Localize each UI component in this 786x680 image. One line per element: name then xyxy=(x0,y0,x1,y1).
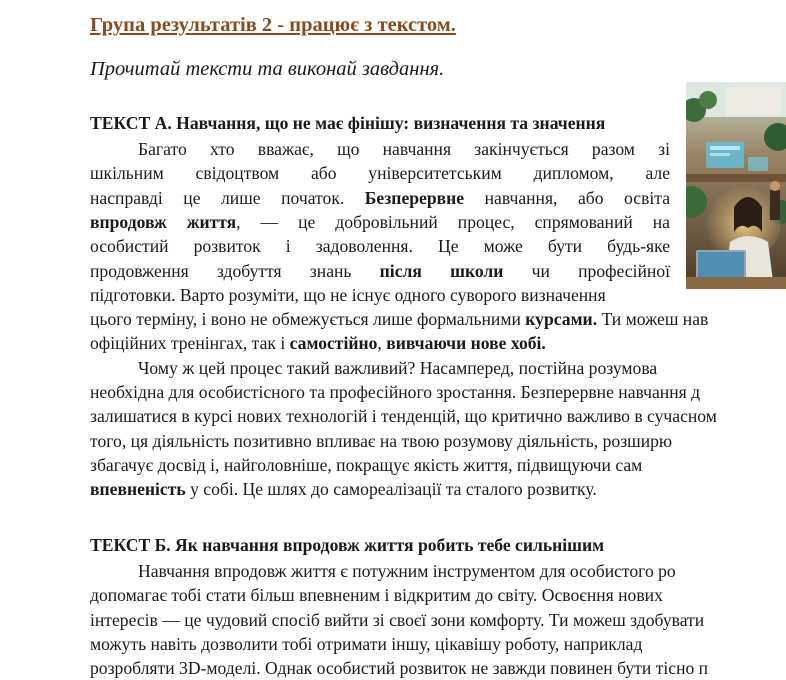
text-run: чи професійної xyxy=(503,260,671,281)
text-b-line xyxy=(90,608,704,632)
text-run: , xyxy=(377,333,387,354)
text-a-line xyxy=(90,453,642,477)
text-run: інтересів — це чудовий спосіб вийти зі своєї зони комфорту. Ти можеш здобувати xyxy=(90,609,705,630)
bold-term: самостійно xyxy=(289,333,378,354)
text-a-line xyxy=(90,234,670,258)
text-run: офіційних тренінгах, так і xyxy=(90,333,290,354)
text-run: Чому ж цей процес такий важливий? Насамперед, постійна розумова xyxy=(138,357,658,378)
text-b-line xyxy=(138,559,676,583)
text-b-line xyxy=(90,632,642,656)
text-b-line xyxy=(90,656,708,680)
text-run: цього терміну, і воно не обмежується лише формальними xyxy=(90,309,526,330)
bold-term: Безперервне xyxy=(364,187,465,208)
text-a-line xyxy=(90,477,597,501)
text-run: Ти можеш нав xyxy=(597,309,709,330)
text-a-line xyxy=(138,356,657,380)
bold-term: вивчаючи нове хобі. xyxy=(386,333,546,354)
instruction-text: Прочитай тексти та виконай завдання. xyxy=(90,58,445,80)
text-run: необхідна для особистісного та професійного зростання. Безперервне навчання д xyxy=(90,382,701,402)
text-run: підготовки. Варто розуміти, що не існує одного суворого визначення xyxy=(90,284,606,305)
text-a-line xyxy=(90,259,670,283)
text-a-line xyxy=(90,210,670,234)
text-run: насправді це лише початок. xyxy=(90,187,365,208)
text-run: допомагає тобі стати більш впевненим і відкритим до світу. Освоєння нових xyxy=(90,585,663,606)
text-run: навчання, або освіта xyxy=(464,187,671,208)
text-a-line xyxy=(90,307,708,331)
photo-student-laptop-icon xyxy=(686,82,786,289)
text-run: залишатися в курсі нових технологій і тенденцій, що критично важливо в сучасном xyxy=(90,406,717,427)
text-a-line xyxy=(138,137,670,161)
text-a-line xyxy=(90,186,670,210)
text-a-line xyxy=(90,331,546,355)
text-a-line xyxy=(90,161,670,185)
bold-term: впродовж життя xyxy=(90,211,237,232)
text-run: того, ця діяльність позитивно впливає на твою розумову діяльність, розширю xyxy=(90,430,673,451)
text-a-line xyxy=(90,380,700,404)
section-heading: Група результатів 2 - працює з текстом. xyxy=(90,14,456,36)
bold-term: після школи xyxy=(379,260,504,281)
text-b-title: ТЕКСТ Б. Як навчання впродовж життя робить тебе сильнішим xyxy=(90,535,605,555)
text-run: шкільним свідоцтвом або університетським дипломом, але xyxy=(90,163,670,184)
text-run: Навчання впродовж життя є потужним інструментом для особистого ро xyxy=(138,561,676,581)
bold-term: впевненість xyxy=(90,479,186,500)
text-run: особистий розвиток і задоволення. Це може бути будь-яке xyxy=(90,236,670,257)
illustration-image xyxy=(686,82,786,289)
text-run: можуть навіть дозволити тобі отримати іншу, цікавішу роботу, наприклад xyxy=(90,633,643,654)
text-run: у собі. Це шлях до самореалізації та сталого розвитку. xyxy=(185,479,597,500)
text-a-title: ТЕКСТ А. Навчання, що не має фінішу: визначення та значення xyxy=(90,113,606,133)
text-a-line xyxy=(90,283,606,307)
text-run: Багато хто вважає, що навчання закінчується разом зі xyxy=(138,139,670,159)
bold-term: курсами. xyxy=(525,309,598,330)
text-a-line xyxy=(90,429,672,453)
text-a-line xyxy=(90,404,717,428)
text-run: , — це добровільний процес, спрямований на xyxy=(236,211,670,232)
text-run: розробляти 3D-моделі. Однак особистий розвиток не завжди повинен бути тісно п xyxy=(90,658,709,679)
text-run: продовження здобуття знань xyxy=(90,260,380,281)
text-run: збагачує досвід і, найголовніше, покращує якість життя, підвищуючи сам xyxy=(90,454,643,475)
text-b-line xyxy=(90,583,663,607)
